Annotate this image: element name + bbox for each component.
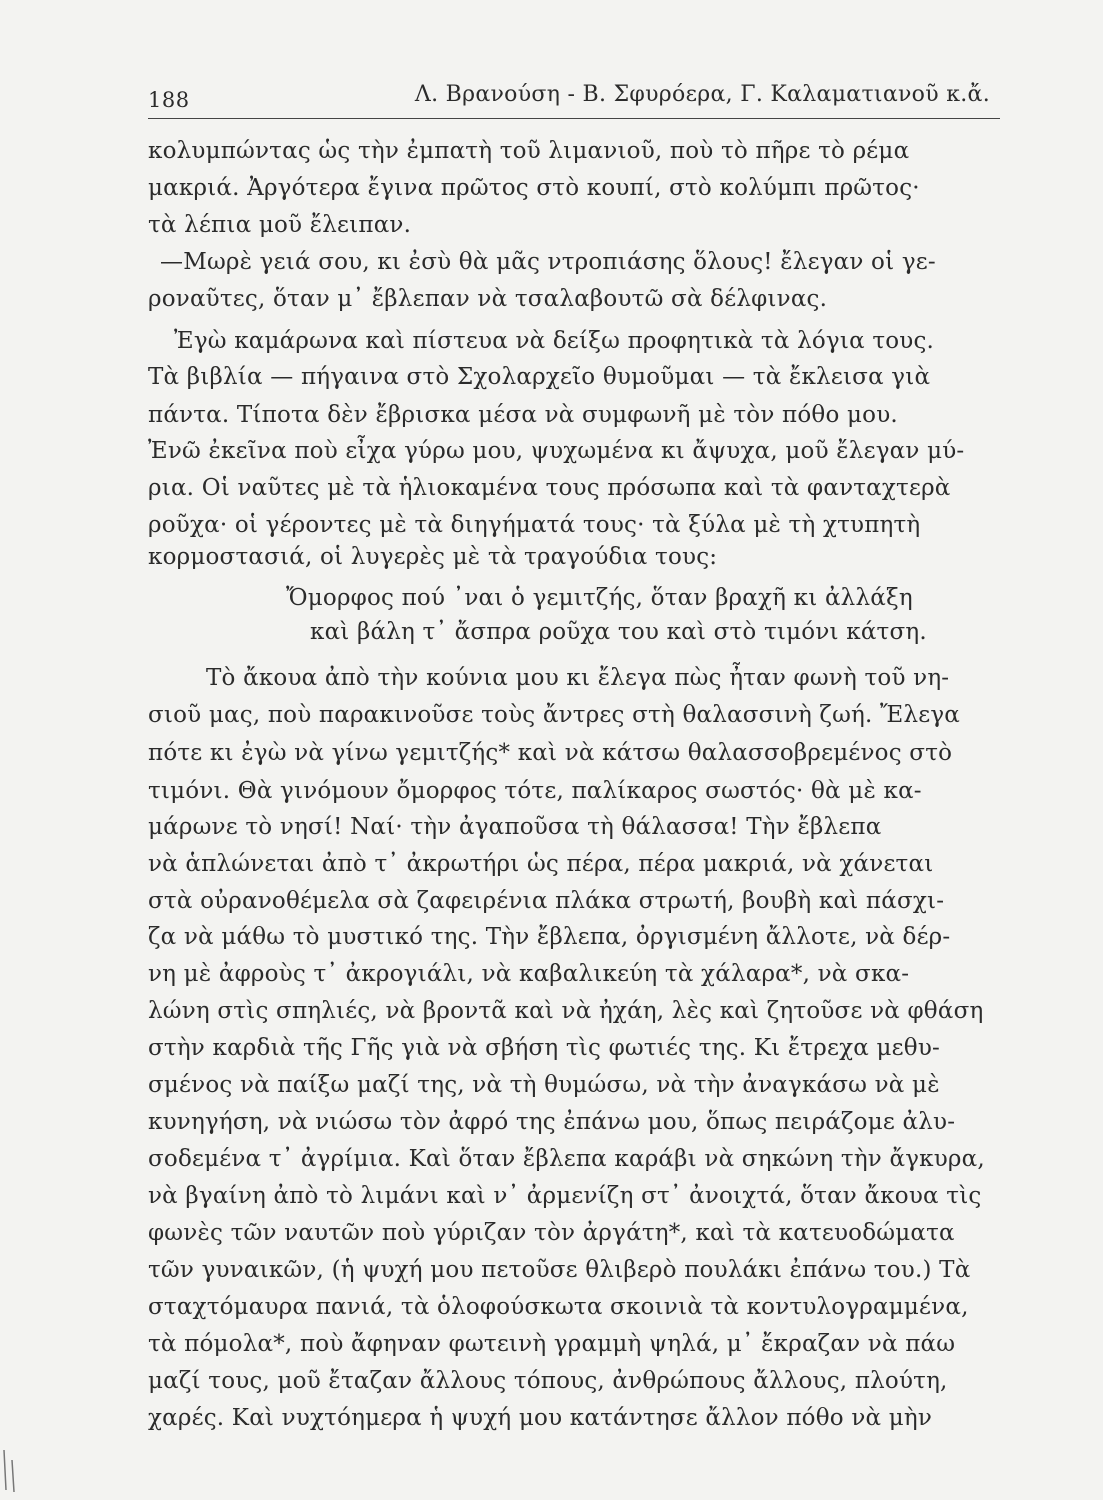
text-line: Ἐνῶ ἐκεῖνα ποὺ εἶχα γύρω μου, ψυχωμένα κι ἄψυχα, μοῦ ἔλεγαν μύ-: [148, 438, 965, 464]
text-line: νη μὲ ἀφροὺς τ᾽ ἀκρογιάλι, νὰ καβαλικεύη τὰ χάλαρα*, νὰ σκα-: [148, 961, 910, 987]
text-line: Ἐγὼ καμάρωνα καὶ πίστευα νὰ δείξω προφητικὰ τὰ λόγια τους.: [174, 328, 935, 354]
text-line: ροναῦτες, ὅταν μ᾽ ἔβλεπαν νὰ τσαλαβουτῶ σὰ δέλφινας.: [148, 286, 828, 312]
text-line: κολυμπώντας ὡς τὴν ἐμπατὴ τοῦ λιμανιοῦ, ποὺ τὸ πῆρε τὸ ρέμα: [148, 138, 910, 164]
text-line: νὰ βγαίνη ἀπὸ τὸ λιμάνι καὶ ν᾽ ἀρμενίζη στ᾽ ἀνοιχτά, ὅταν ἄκουα τὶς: [148, 1183, 982, 1209]
text-line: μακριά. Ἀργότερα ἔγινα πρῶτος στὸ κουπί, στὸ κολύμπι πρῶτος·: [148, 175, 920, 201]
text-line: μάρωνε τὸ νησί! Ναί· τὴν ἀγαποῦσα τὴ θάλασσα! Τὴν ἔβλεπα: [148, 814, 882, 840]
text-line: τιμόνι. Θὰ γινόμουν ὄμορφος τότε, παλίκαρος σωστός· θὰ μὲ κα-: [148, 778, 922, 804]
text-line: τῶν γυναικῶν, (ἡ ψυχή μου πετοῦσε θλιβερὸ πουλάκι ἐπάνω του.) Τὰ: [148, 1257, 971, 1283]
text-line: πάντα. Τίποτα δὲν ἔβρισκα μέσα νὰ συμφωνῆ μὲ τὸν πόθο μου.: [148, 402, 898, 428]
verse-line: Ὄμορφος πού ᾽ναι ὁ γεμιτζής, ὅταν βραχῆ κι ἀλλάξη: [286, 585, 913, 611]
text-line: ζα νὰ μάθω τὸ μυστικό της. Τὴν ἔβλεπα, ὀργισμένη ἄλλοτε, νὰ δέρ-: [148, 924, 951, 950]
text-line: Τὸ ἄκουα ἀπὸ τὴν κούνια μου κι ἔλεγα πὼς ἦταν φωνὴ τοῦ νη-: [206, 665, 950, 691]
text-line: τὰ λέπια μοῦ ἔλειπαν.: [148, 212, 412, 238]
text-line: ροῦχα· οἱ γέροντες μὲ τὰ διηγήματά τους· τὰ ξύλα μὲ τὴ χτυπητὴ: [148, 512, 921, 538]
text-line: νὰ ἁπλώνεται ἀπὸ τ᾽ ἀκρωτήρι ὡς πέρα, πέρα μακριά, νὰ χάνεται: [148, 851, 934, 877]
text-line: κυνηγήση, νὰ νιώσω τὸν ἀφρό της ἐπάνω μου, ὅπως πειράζομε ἀλυ-: [148, 1109, 956, 1135]
text-line: σοδεμένα τ᾽ ἀγρίμια. Καὶ ὅταν ἔβλεπα καράβι νὰ σηκώνη τὴν ἄγκυρα,: [148, 1146, 985, 1172]
text-line: —Μωρὲ γειά σου, κι ἐσὺ θὰ μᾶς ντροπιάσης ὅλους! ἔλεγαν οἱ γε-: [160, 249, 936, 275]
text-line: ρια. Οἱ ναῦτες μὲ τὰ ἡλιοκαμένα τους πρόσωπα καὶ τὰ φανταχτερὰ: [148, 475, 951, 501]
text-line: σιοῦ μας, ποὺ παρακινοῦσε τοὺς ἄντρες στὴ θαλασσινὴ ζωή. Ἔλεγα: [148, 702, 961, 728]
text-line: σταχτόμαυρα πανιά, τὰ ὁλοφούσκωτα σκοινιὰ τὰ κοντυλογραμμένα,: [148, 1294, 969, 1320]
text-line: στὴν καρδιὰ τῆς Γῆς γιὰ νὰ σβήση τὶς φωτιές της. Κι ἔτρεχα μεθυ-: [148, 1035, 940, 1061]
text-line: στὰ οὐρανοθέμελα σὰ ζαφειρένια πλάκα στρωτή, βουβὴ καὶ πάσχι-: [148, 888, 945, 914]
text-line: φωνὲς τῶν ναυτῶν ποὺ γύριζαν τὸν ἀργάτη*, καὶ τὰ κατευοδώματα: [148, 1220, 955, 1246]
verse-line: καὶ βάλη τ᾽ ἄσπρα ροῦχα του καὶ στὸ τιμόνι κάτση.: [310, 619, 927, 645]
text-line: πότε κι ἐγὼ νὰ γίνω γεμιτζής* καὶ νὰ κάτσω θαλασσοβρεμένος στὸ: [148, 740, 953, 766]
text-line: κορμοστασιά, οἱ λυγερὲς μὲ τὰ τραγούδια τους:: [148, 544, 718, 570]
text-line: χαρές. Καὶ νυχτόημερα ἡ ψυχή μου κατάντησε ἄλλον πόθο νὰ μὴν: [148, 1405, 933, 1431]
text-line: σμένος νὰ παίξω μαζί της, νὰ τὴ θυμώσω, νὰ τὴν ἀναγκάσω νὰ μὲ: [148, 1072, 940, 1098]
text-line: λώνη στὶς σπηλιές, νὰ βροντᾶ καὶ νὰ ἠχάη, λὲς καὶ ζητοῦσε νὰ φθάση: [148, 998, 984, 1024]
pencil-mark-decoration: [0, 1430, 40, 1500]
running-head: Λ. Βρανούση - Β. Σφυρόερα, Γ. Καλαματιανοῦ κ.ἄ.: [414, 82, 990, 107]
page-number: 188: [148, 88, 190, 112]
text-line: μαζί τους, μοῦ ἔταζαν ἄλλους τόπους, ἀνθρώπους ἄλλους, πλούτη,: [148, 1368, 948, 1394]
page-header: [148, 78, 1000, 119]
text-line: τὰ πόμολα*, ποὺ ἄφηναν φωτεινὴ γραμμὴ ψηλά, μ᾽ ἔκραζαν νὰ πάω: [148, 1331, 956, 1357]
text-line: Τὰ βιβλία — πήγαινα στὸ Σχολαρχεῖο θυμοῦμαι — τὰ ἔκλεισα γιὰ: [148, 364, 931, 390]
